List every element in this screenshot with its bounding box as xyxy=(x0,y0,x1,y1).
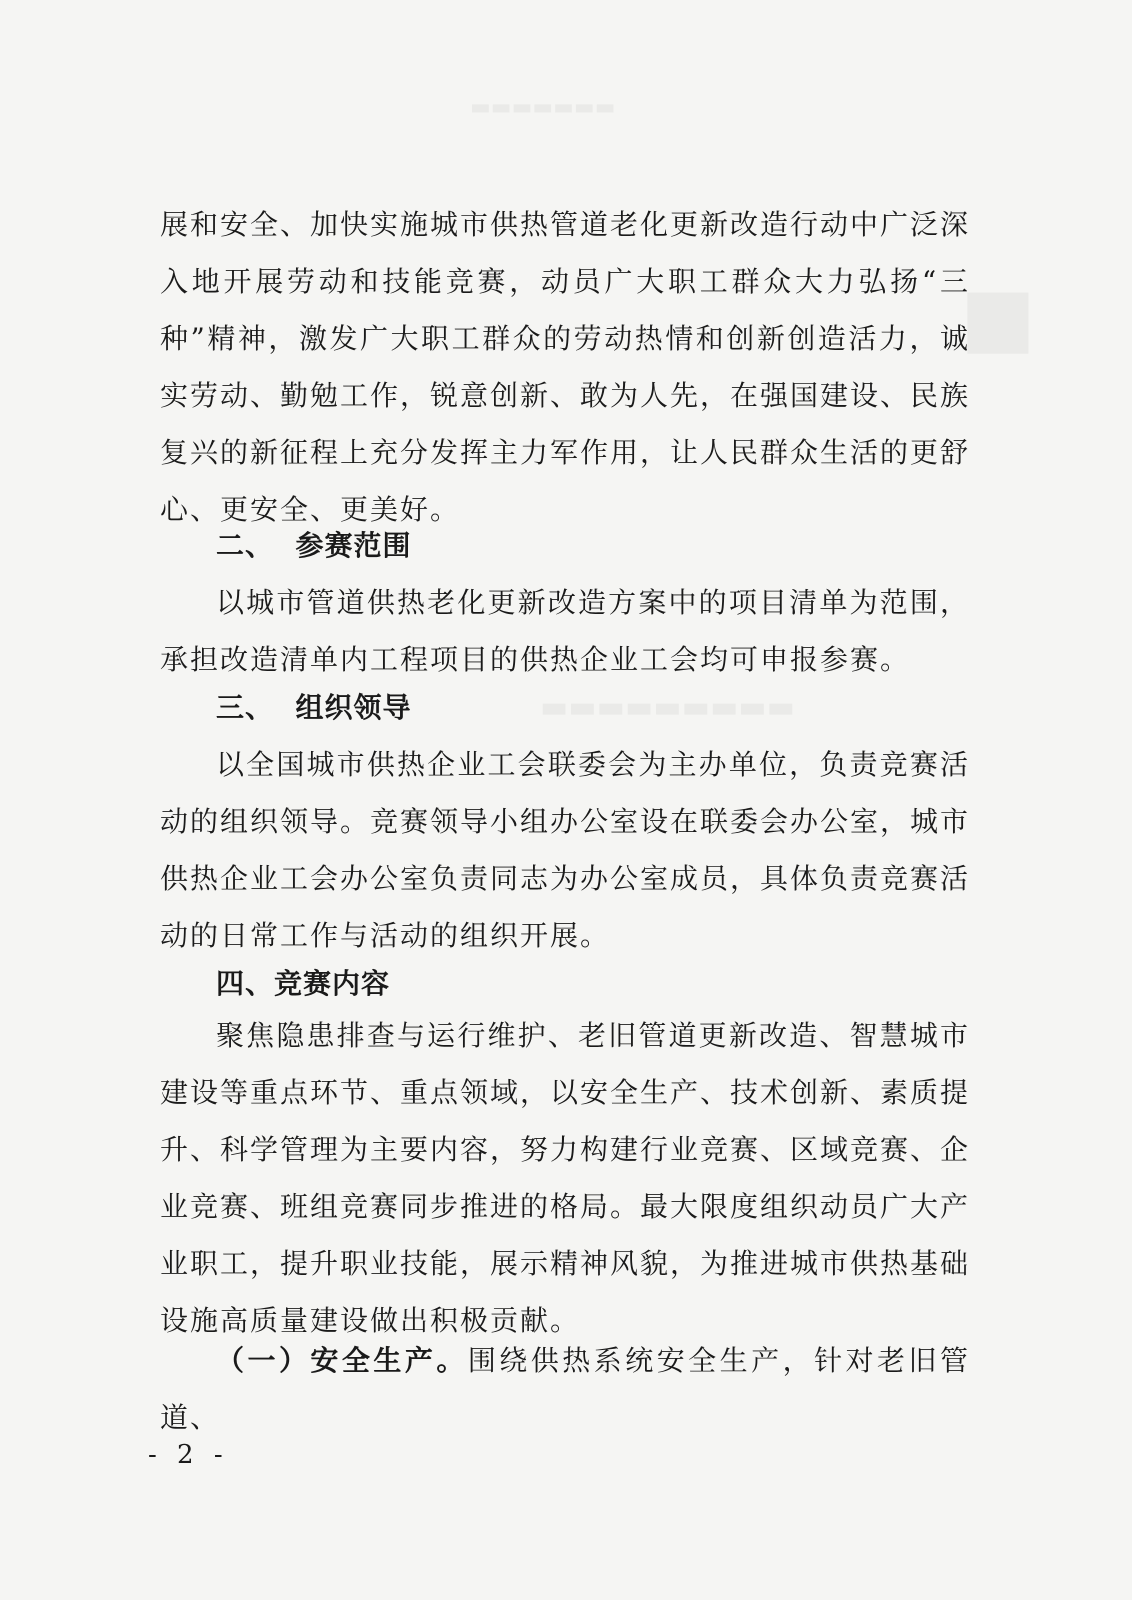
subsection-lead-safety: （一）安全生产。 xyxy=(216,1344,468,1377)
show-through-mark xyxy=(540,690,795,725)
show-through-mark xyxy=(960,270,1036,363)
section-heading-content: 四、竞赛内容 xyxy=(216,967,391,1000)
paragraph-safety-production xyxy=(160,1332,970,1446)
show-through-mark xyxy=(470,95,616,120)
paragraph-content: 聚焦隐患排查与运行维护、老旧管道更新改造、智慧城市建设等重点环节、重点领域，以安全生产、技术创新、素质提升、科学管理为主要内容，努力构建行业竞赛、区域竞赛、企业竞赛、班组竞赛同步推进的格局。最大限度组织动员广大产业职工，提升职业技能，展示精神风貌，为推进城市供热基础设施高质量建设做出积极贡献。 xyxy=(160,1019,971,1337)
section-heading-leadership: 三、 组织领导 xyxy=(216,691,412,724)
paragraph-leadership: 以全国城市供热企业工会联委会为主办单位，负责竞赛活动的组织领导。竞赛领导小组办公室设在联委会办公室，城市供热企业工会办公室负责同志为办公室成员，具体负责竞赛活动的日常工作与活动的组织开展。 xyxy=(160,748,971,952)
section-heading-scope: 二、 参赛范围 xyxy=(216,529,412,562)
page-number: - 2 - xyxy=(148,1440,229,1470)
paragraph-scope: 以城市管道供热老化更新改造方案中的项目清单为范围，承担改造清单内工程项目的供热企业工会均可申报参赛。 xyxy=(160,586,970,676)
paragraph-intro-continued: 展和安全、加快实施城市供热管道老化更新改造行动中广泛深入地开展劳动和技能竞赛，动员广大职工群众大力弘扬“三种”精神，激发广大职工群众的劳动热情和创新创造活力，诚实劳动、勤勉工作，锐意创新、敢为人先，在强国建设、民族复兴的新征程上充分发挥主力军作用，让人民群众生活的更舒心、更安全、更美好。 xyxy=(160,208,971,526)
subsection-text-safety: 围绕供热系统安全生产，针对老旧管道、 xyxy=(160,1344,970,1434)
